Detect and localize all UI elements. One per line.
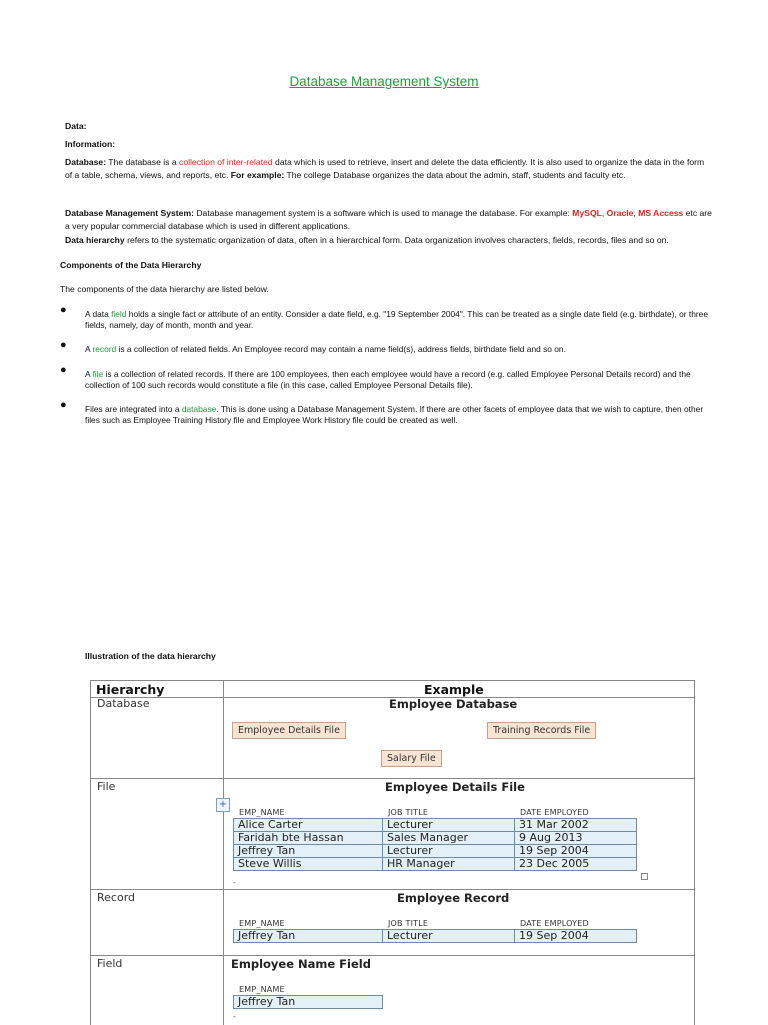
components-intro: The components of the data hierarchy are listed below. <box>60 284 269 294</box>
table-move-handle-icon[interactable]: + <box>216 798 230 812</box>
cell-job-title: Lecturer <box>383 819 515 832</box>
employee-record-grid <box>233 929 637 943</box>
table-row <box>234 845 637 858</box>
file-keyword: file <box>92 369 104 379</box>
text-run: refers to the systematic organization of data, often in a hierarchical form. Data organization involves characters, fields, records, files and so on. <box>124 235 669 245</box>
column-job-title: JOB TITLE <box>388 919 429 928</box>
text-run: etc are a very popular commercial database which is used in different applications. <box>65 208 712 231</box>
data-label: Data: <box>65 121 87 131</box>
employee-name-field-title: Employee Name Field <box>231 957 371 971</box>
employee-details-grid <box>233 818 637 871</box>
text-run: A <box>85 369 93 379</box>
bullet-dot: ● <box>60 304 67 316</box>
table-row <box>234 819 637 832</box>
bullet-database <box>85 404 713 426</box>
text-run: data which is used to retrieve, insert and delete the data efficiently. It is also used to organize the data in the form of a table, schema, views, and reports, etc. <box>65 157 705 180</box>
inter-related-link[interactable]: collection of inter-related <box>179 157 273 167</box>
cell-date-employed: 9 Aug 2013 <box>515 832 637 845</box>
table-row <box>234 858 637 871</box>
page-title: Database Management System <box>289 74 479 89</box>
bullet-dot: ● <box>60 339 67 351</box>
employee-details-file-box: Employee Details File <box>232 722 346 739</box>
information-label: Information: <box>65 139 116 149</box>
text-run: A data <box>85 309 112 319</box>
text-run: . This is done using a Database Management System. If there are other facets of employee data that we wish to capture, then other files such as Employee Training History file and Employee Work History file could be created as well. <box>85 404 704 425</box>
column-emp-name: EMP_NAME <box>239 919 285 928</box>
cell-date-employed: 31 Mar 2002 <box>515 819 637 832</box>
cell-date-employed: 19 Sep 2004 <box>515 845 637 858</box>
bullet-dot: ● <box>60 364 67 376</box>
level-record: Record <box>97 891 136 904</box>
employee-name-field-grid <box>233 995 383 1009</box>
bullet-field <box>85 309 713 331</box>
cell-emp-name: Jeffrey Tan <box>234 845 383 858</box>
text-run: , <box>601 208 607 218</box>
employee-details-file-title: Employee Details File <box>385 780 525 794</box>
dbms-paragraph <box>65 207 713 233</box>
record-keyword: record <box>92 344 117 354</box>
salary-file-box: Salary File <box>381 750 442 767</box>
dbms-term: Database Management System: <box>65 208 194 218</box>
column-emp-name: EMP_NAME <box>239 985 285 994</box>
paragraph-mark: - <box>233 1012 236 1021</box>
hierarchy-paragraph <box>65 235 713 245</box>
field-keyword: field <box>111 309 127 319</box>
database-paragraph <box>65 156 713 182</box>
components-heading: Components of the Data Hierarchy <box>60 260 202 270</box>
table-row <box>234 996 383 1009</box>
oracle-term: Oracle <box>606 208 634 218</box>
text-run: holds a single fact or attribute of an entity. Consider a date field, e.g. "19 September 2004". This can be treated as a single date field (e.g. birthdate), or three fields, namely, day of month, month and year. <box>85 309 708 330</box>
level-database: Database <box>97 697 150 710</box>
table-resize-handle[interactable] <box>641 873 648 880</box>
table-row <box>234 930 637 943</box>
cell-job-title: Sales Manager <box>383 832 515 845</box>
column-job-title: JOB TITLE <box>388 808 429 817</box>
text-run: is a collection of related fields. An Employee record may contain a name field(s), address fields, birthdate field and so on. <box>116 344 566 354</box>
training-records-file-box: Training Records File <box>487 722 596 739</box>
bullet-dot: ● <box>60 399 67 411</box>
cell-emp-name: Jeffrey Tan <box>234 930 383 943</box>
row-divider <box>91 889 694 890</box>
header-example: Example <box>424 682 484 697</box>
database-keyword: database <box>181 404 217 414</box>
text-run: , <box>633 208 639 218</box>
bullet-record <box>85 344 713 355</box>
text-run: A <box>85 344 93 354</box>
cell-job-title: Lecturer <box>383 930 515 943</box>
column-emp-name: EMP_NAME <box>239 808 285 817</box>
text-run: is a collection of related records. If there are 100 employees, then each employee would have a record (e.g. called Employee Personal Details record) and the collection of 100 such records would constitute a file (in this case, called Employee Personal Details file). <box>85 369 691 390</box>
employee-record-title: Employee Record <box>397 891 510 905</box>
cell-date-employed: 23 Dec 2005 <box>515 858 637 871</box>
cell-emp-name: Steve Willis <box>234 858 383 871</box>
database-term: Database: <box>65 157 107 167</box>
level-field: Field <box>97 957 123 970</box>
cell-emp-name: Jeffrey Tan <box>234 996 383 1009</box>
cell-date-employed: 19 Sep 2004 <box>515 930 637 943</box>
row-divider <box>91 955 694 956</box>
column-date-employed: DATE EMPLOYED <box>520 919 589 928</box>
header-hierarchy: Hierarchy <box>96 682 165 697</box>
example-label: For example: <box>230 170 285 180</box>
cell-job-title: HR Manager <box>383 858 515 871</box>
cell-emp-name: Faridah bte Hassan <box>234 832 383 845</box>
column-divider <box>223 681 224 1025</box>
text-run: Files are integrated into a <box>85 404 182 414</box>
illustration-heading: Illustration of the data hierarchy <box>85 651 216 661</box>
hierarchy-illustration-table <box>90 680 695 1025</box>
cell-job-title: Lecturer <box>383 845 515 858</box>
employee-database-title: Employee Database <box>389 697 518 711</box>
column-date-employed: DATE EMPLOYED <box>520 808 589 817</box>
ms-access-term: MS Access <box>638 208 684 218</box>
text-run: The college Database organizes the data about the admin, staff, students and faculty etc. <box>284 170 626 180</box>
table-row <box>234 832 637 845</box>
cell-emp-name: Alice Carter <box>234 819 383 832</box>
mysql-term: MySQL <box>572 208 602 218</box>
text-run: Database management system is a software which is used to manage the database. For example: <box>193 208 573 218</box>
hierarchy-term: Data hierarchy <box>65 235 125 245</box>
paragraph-mark: - <box>233 878 236 887</box>
text-run: The database is a <box>106 157 180 167</box>
row-divider <box>91 778 694 779</box>
level-file: File <box>97 780 116 793</box>
bullet-file <box>85 369 713 391</box>
